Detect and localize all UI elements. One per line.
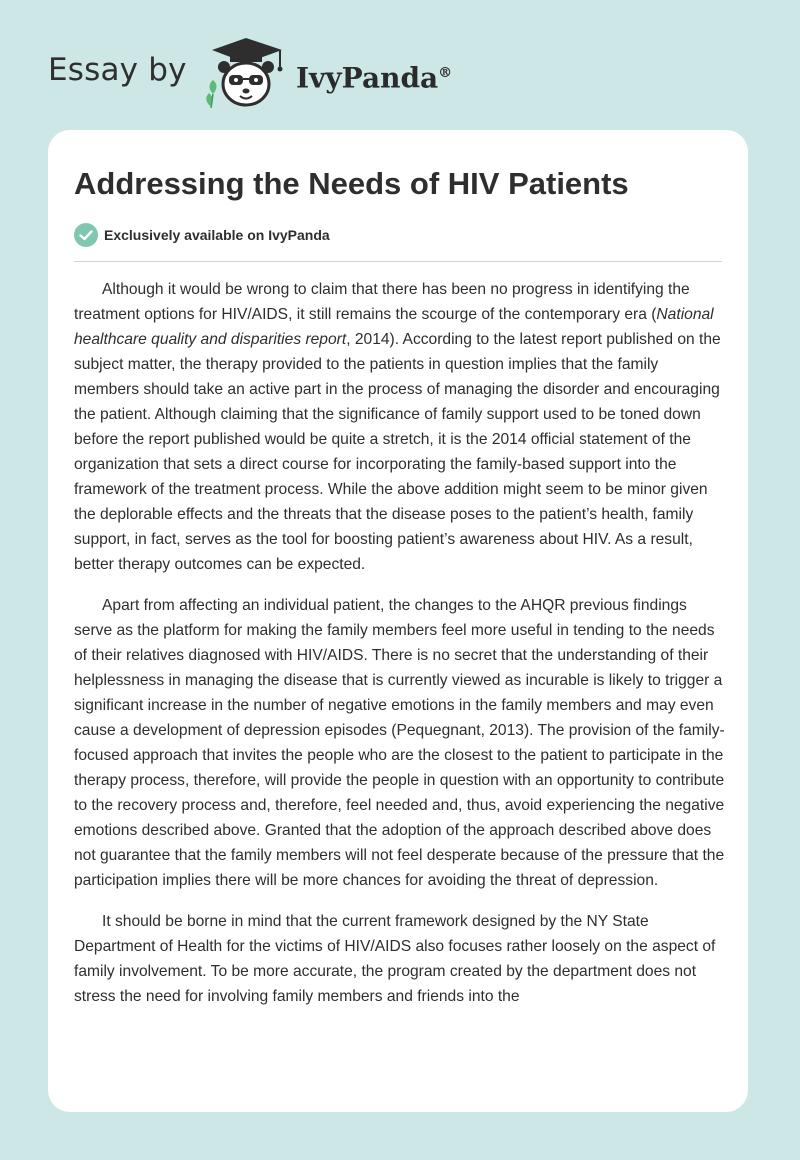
divider: [74, 261, 722, 262]
citation-title: National healthcare quality and disparities report: [74, 306, 714, 348]
page-title: Addressing the Needs of HIV Patients: [74, 166, 629, 201]
exclusive-badge: [74, 222, 330, 248]
brand-name[interactable]: IvyPanda®: [296, 61, 453, 95]
panda-logo-icon[interactable]: [200, 36, 292, 110]
site-header: [0, 0, 800, 128]
essay-by-label: Essay by: [48, 52, 187, 88]
essay-body: [74, 277, 726, 1025]
paragraph-1: Although it would be wrong to claim that there has been no progress in identifying the treatment options for HIV/AIDS, it still remains the scourge of the contemporary era (National healthcare quality and disparities report, 2014). According to the latest report published on the subject matter, the therapy provided to the patients in question implies that the family members should take an active part in the process of managing the disorder and encouraging the patient. Although claiming that the significance of family support used to be toned down before the report published would be quite a stretch, it is the 2014 official statement of the organization that sets a direct course for incorporating the family-based support into the framework of the treatment process. While the above addition might seem to be minor given the deplorable effects and the threats that the disease poses to the patient’s health, family support, in fact, serves as the tool for boosting patient’s awareness about HIV. As a result, better therapy outcomes can be expected.: [74, 281, 721, 573]
check-circle-icon: [74, 223, 98, 247]
paragraph-2: Apart from affecting an individual patient, the changes to the AHQR previous findings serve as the platform for making the family members feel more useful in tending to the needs of their relatives diagnosed with HIV/AIDS. There is no secret that the understanding of their helplessness in managing the disease that is currently viewed as incurable is likely to trigger a significant increase in the number of negative emotions in the family members and may even cause a development of depression episodes (Pequegnant, 2013). The provision of the family-focused approach that invites the people who are the closest to the patient to participate in the therapy process, therefore, will provide the people in question with an opportunity to contribute to the recovery process and, therefore, feel needed and, thus, avoid experiencing the negative emotions described above. Granted that the adoption of the approach described above does not guarantee that the family members will not feel desperate because of the pressure that the participation implies there will be more chances for avoiding the threat of depression.: [74, 597, 725, 889]
exclusive-label: Exclusively available on IvyPanda: [104, 227, 330, 243]
essay-card: [48, 130, 748, 1112]
registered-mark: ®: [438, 65, 453, 81]
paragraph-3: It should be borne in mind that the current framework designed by the NY State Department of Health for the victims of HIV/AIDS also focuses rather loosely on the aspect of family involvement. To be more accurate, the program created by the department does not stress the need for involving family members and friends into the: [74, 913, 716, 1005]
